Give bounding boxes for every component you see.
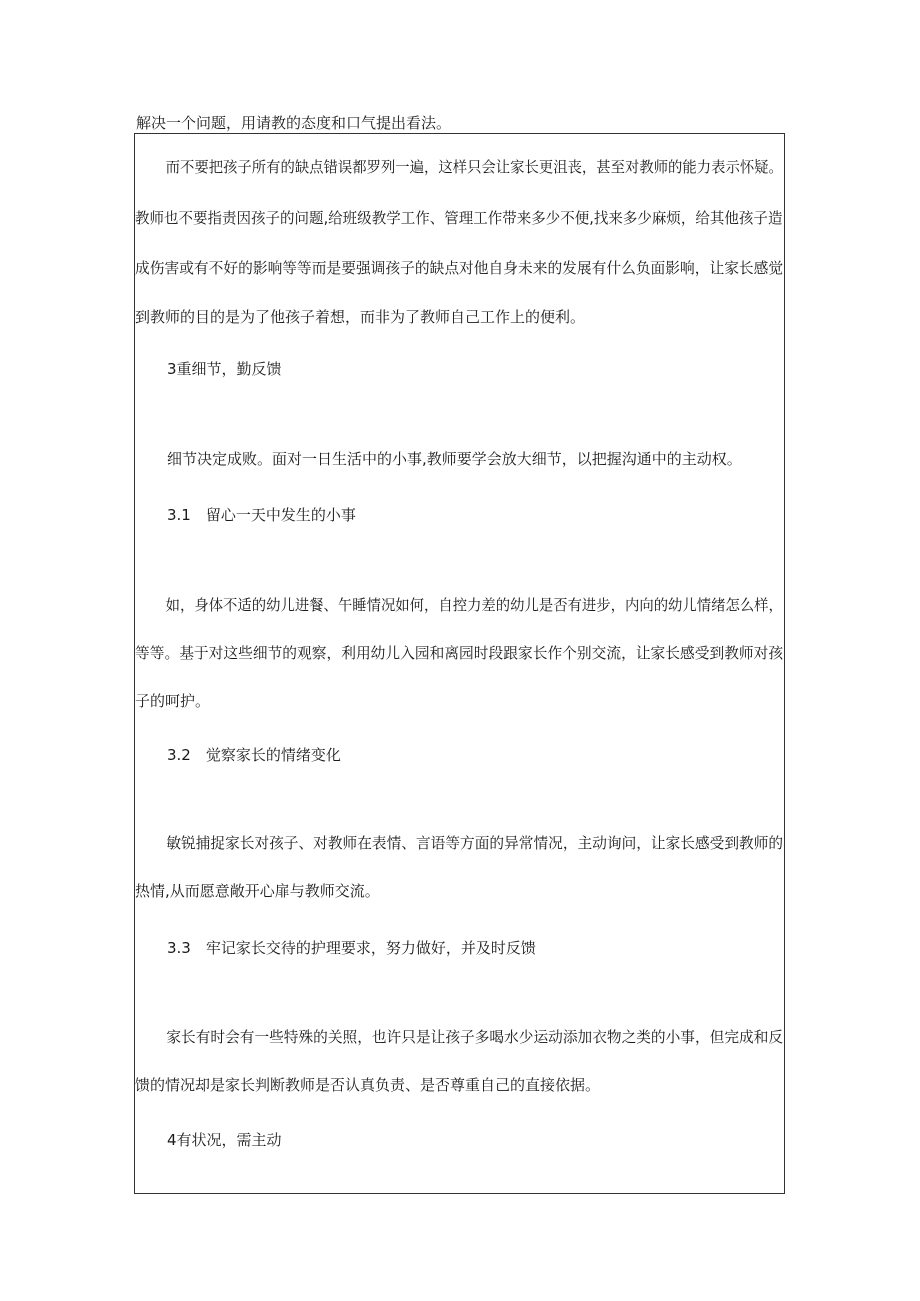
paragraph-2-line-1: 细节决定成败。面对一日生活中的小事,教师要学会放大细节，以把握沟通中的主动权。 (167, 450, 742, 468)
paragraph-1-line-3: 成伤害或有不好的影响等等而是要强调孩子的缺点对他自身未来的发展有什么负面影响，让家长感觉 (135, 259, 784, 277)
heading-3-1-text: 3.1 留心一天中发生的小事 (167, 506, 356, 524)
paragraph-5-line-2: 馈的情况却是家长判断教师是否认真负责、是否尊重自己的直接依据。 (135, 1076, 601, 1094)
heading-4-text: 4有状况，需主动 (167, 1131, 282, 1149)
paragraph-3-line-3: 子的呵护。 (135, 692, 211, 710)
paragraph-4-line-1: 敏锐捕捉家长对孩子、对教师在表情、言语等方面的异常情况，主动询问，让家长感受到教师的 (166, 834, 784, 852)
paragraph-1-line-4: 到教师的目的是为了他孩子着想，而非为了教师自己工作上的便利。 (135, 308, 586, 326)
heading-3-2-text: 3.2 觉察家长的情绪变化 (167, 746, 341, 764)
heading-3-text: 3重细节，勤反馈 (167, 360, 282, 378)
paragraph-3-line-1: 如，身体不适的幼儿进餐、午睡情况如何，自控力差的幼儿是否有进步，内向的幼儿情绪怎么样， (165, 596, 783, 614)
paragraph-1-line-1: 而不要把孩子所有的缺点错误都罗列一遍，这样只会让家长更沮丧，甚至对教师的能力表示怀疑。 (165, 158, 783, 176)
paragraph-3-line-2: 等等。基于对这些细节的观察，利用幼儿入园和离园时段跟家长作个别交流，让家长感受到教师对孩 (135, 644, 784, 662)
paragraph-1-line-2: 教师也不要指责因孩子的问题,给班级教学工作、管理工作带来多少不便,找来多少麻烦，给其他孩子造 (135, 209, 783, 227)
heading-3-3-text: 3.3 牢记家长交待的护理要求，努力做好，并及时反馈 (167, 939, 536, 957)
paragraph-5-line-1: 家长有时会有一些特殊的关照，也许只是让孩子多喝水少运动添加衣物之类的小事，但完成和反 (166, 1028, 784, 1046)
paragraph-4-line-2: 热情,从而愿意敞开心扉与教师交流。 (135, 882, 380, 900)
intro-line: 解决一个问题，用请教的态度和口气提出看法。 (136, 114, 452, 132)
